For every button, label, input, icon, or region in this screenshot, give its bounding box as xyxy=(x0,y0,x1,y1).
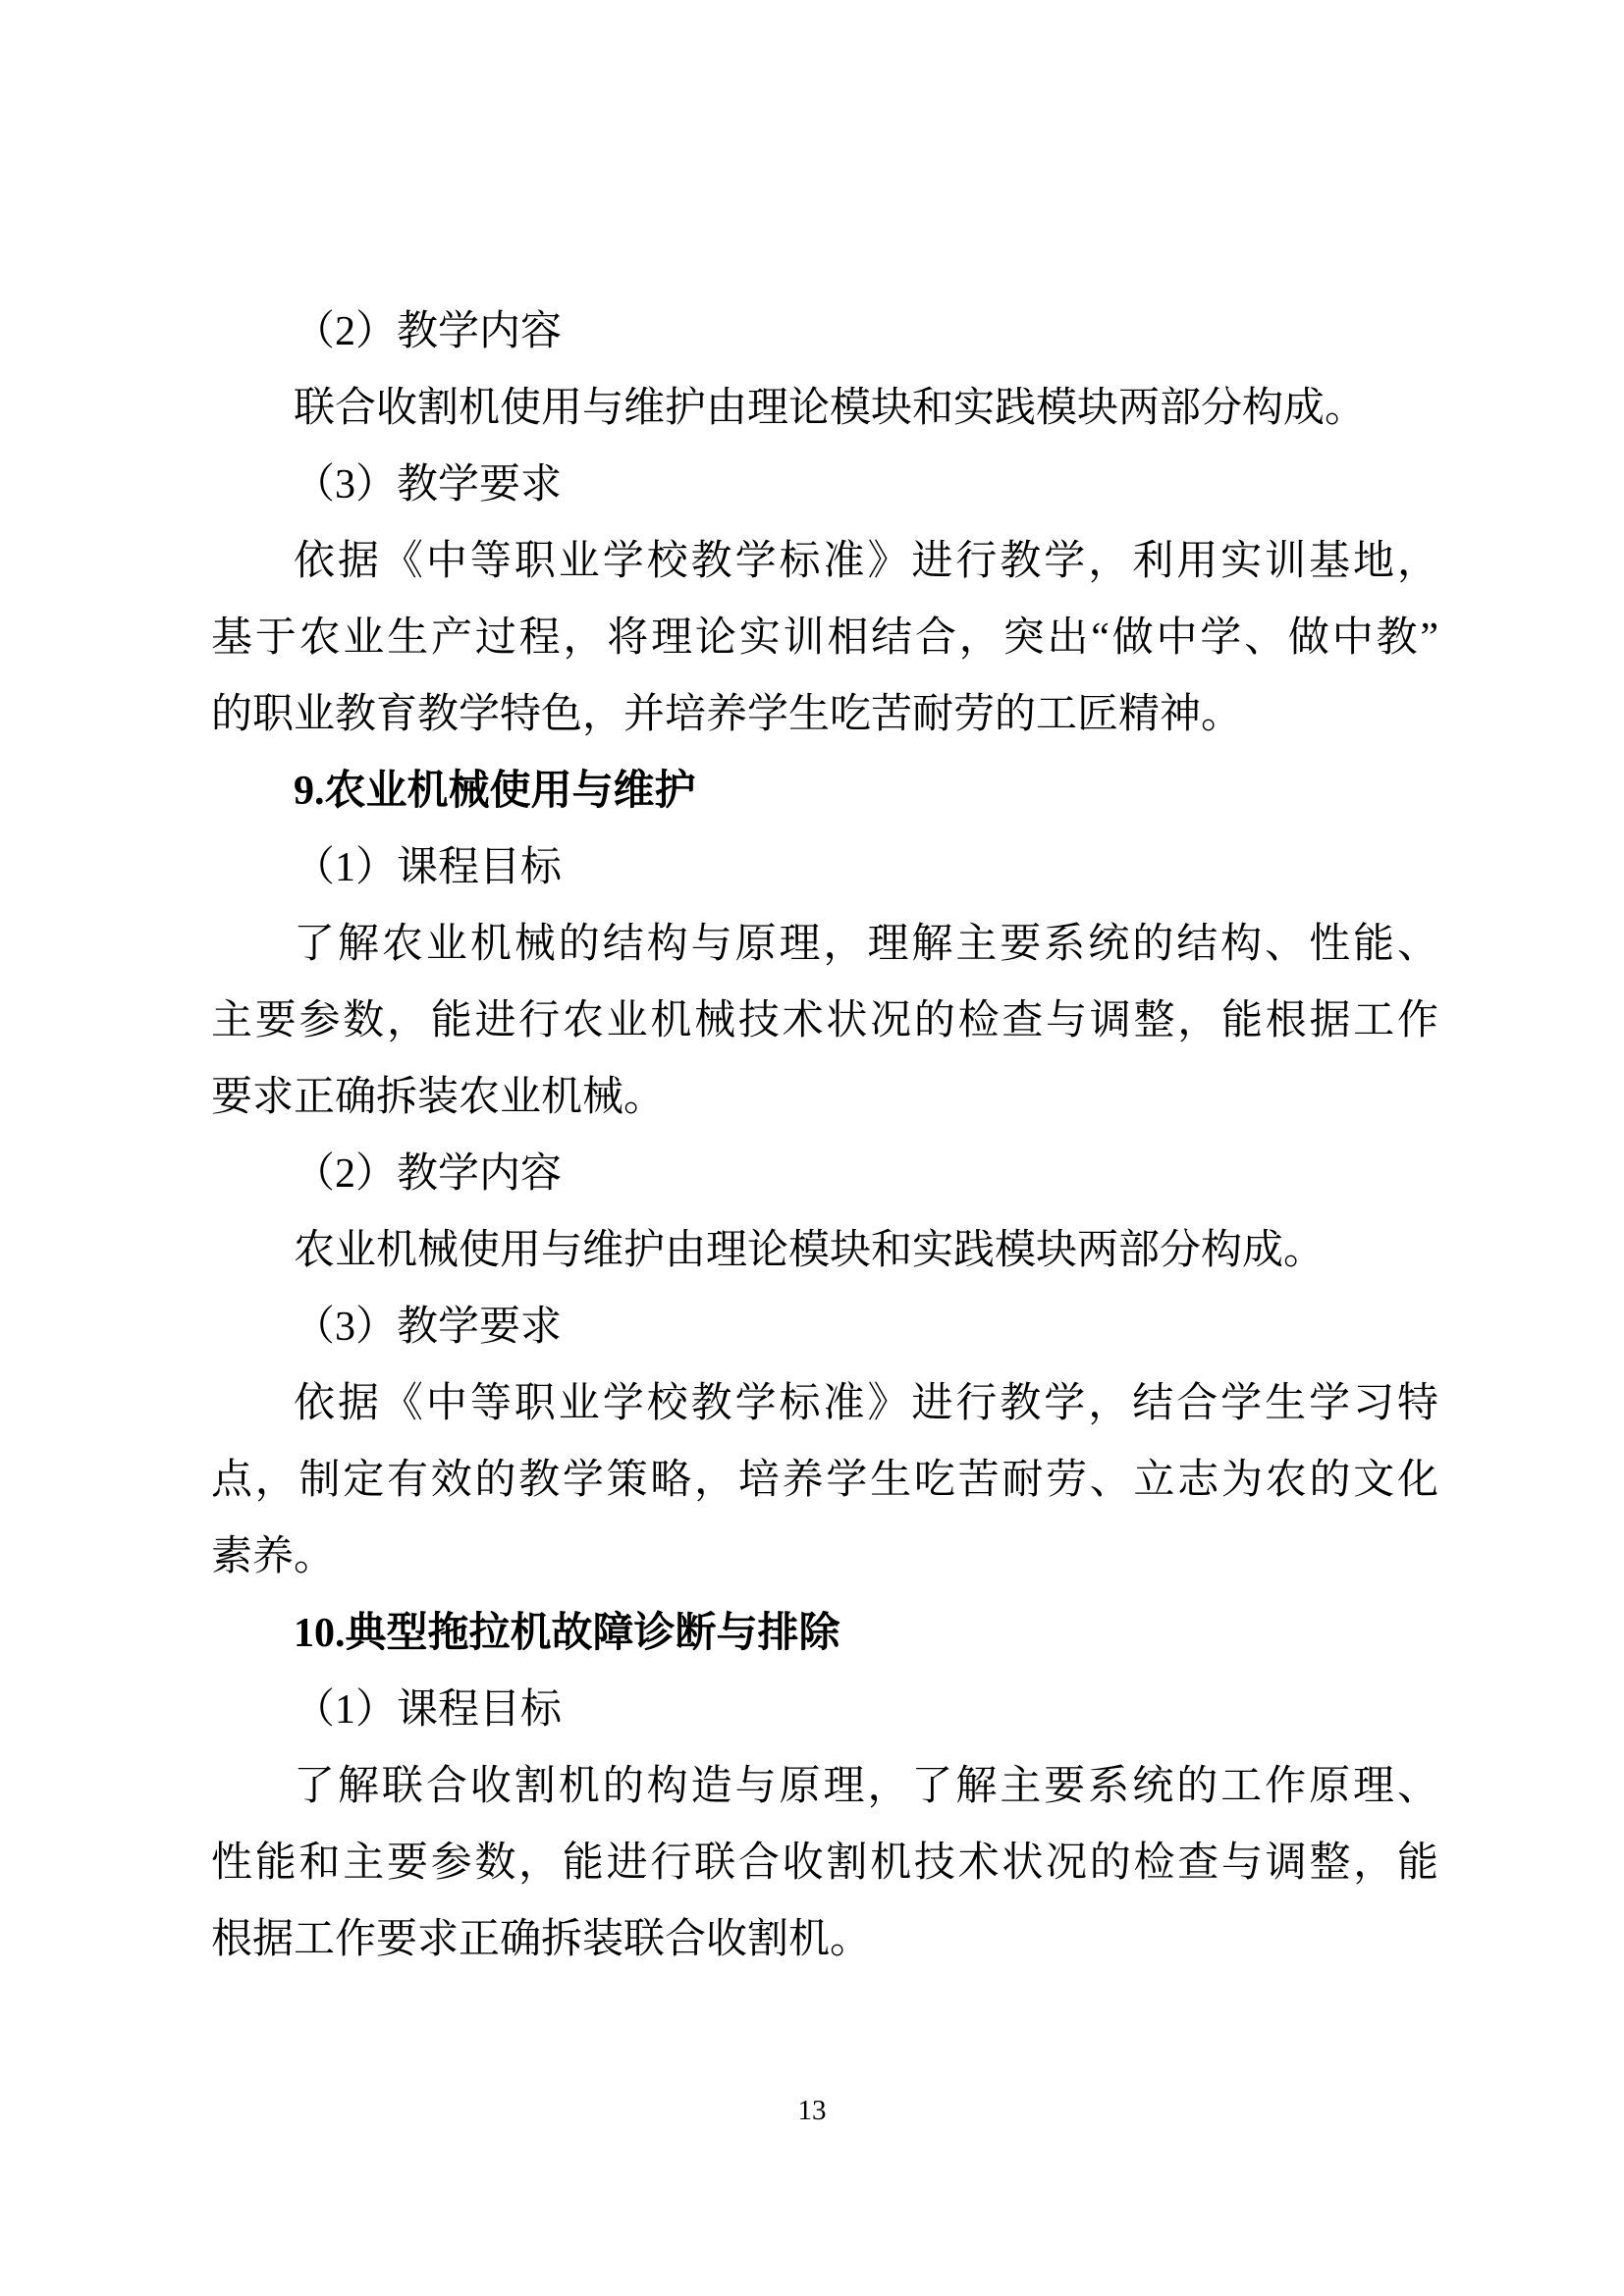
body-text-line: 了解联合收割机的构造与原理，了解主要系统的工作原理、 xyxy=(294,1764,1438,1809)
document-body xyxy=(211,294,1438,1978)
subitem-label: （1）课程目标 xyxy=(294,845,563,890)
subitem-label: （3）教学要求 xyxy=(294,462,563,507)
body-text-line: 根据工作要求正确拆装联合收割机。 xyxy=(211,1917,872,1962)
body-text-line: 了解农业机械的结构与原理，理解主要系统的结构、性能、 xyxy=(294,922,1438,967)
body-text-line: 依据《中等职业学校教学标准》进行教学，结合学生学习特 xyxy=(294,1381,1438,1426)
body-text-line: 依据《中等职业学校教学标准》进行教学，利用实训基地， xyxy=(294,539,1438,584)
body-text-line: 农业机械使用与维护由理论模块和实践模块两部分构成。 xyxy=(294,1228,1326,1273)
subitem-label: （1）课程目标 xyxy=(294,1687,563,1733)
body-text-line: 素养。 xyxy=(211,1534,336,1579)
subitem-label: （2）教学内容 xyxy=(294,309,563,354)
body-text-line: 要求正确拆装农业机械。 xyxy=(211,1075,666,1120)
subitem-label: （3）教学要求 xyxy=(294,1305,563,1350)
body-text-line: 主要参数，能进行农业机械技术状况的检查与调整，能根据工作 xyxy=(211,998,1438,1043)
subitem-label: （2）教学内容 xyxy=(294,1151,563,1197)
body-text-line: 点，制定有效的教学策略，培养学生吃苦耐劳、立志为农的文化 xyxy=(211,1458,1438,1503)
body-text-line: 联合收割机使用与维护由理论模块和实践模块两部分构成。 xyxy=(294,386,1367,431)
section-heading-10: 10.典型拖拉机故障诊断与排除 xyxy=(294,1611,840,1656)
body-text-line: 基于农业生产过程，将理论实训相结合，突出“做中学、做中教” xyxy=(211,615,1438,661)
body-text-line: 性能和主要参数，能进行联合收割机技术状况的检查与调整，能 xyxy=(211,1841,1438,1886)
section-heading-9: 9.农业机械使用与维护 xyxy=(294,769,696,814)
body-text-line: 的职业教育教学特色，并培养学生吃苦耐劳的工匠精神。 xyxy=(211,692,1243,737)
page-number: 13 xyxy=(797,2095,827,2126)
